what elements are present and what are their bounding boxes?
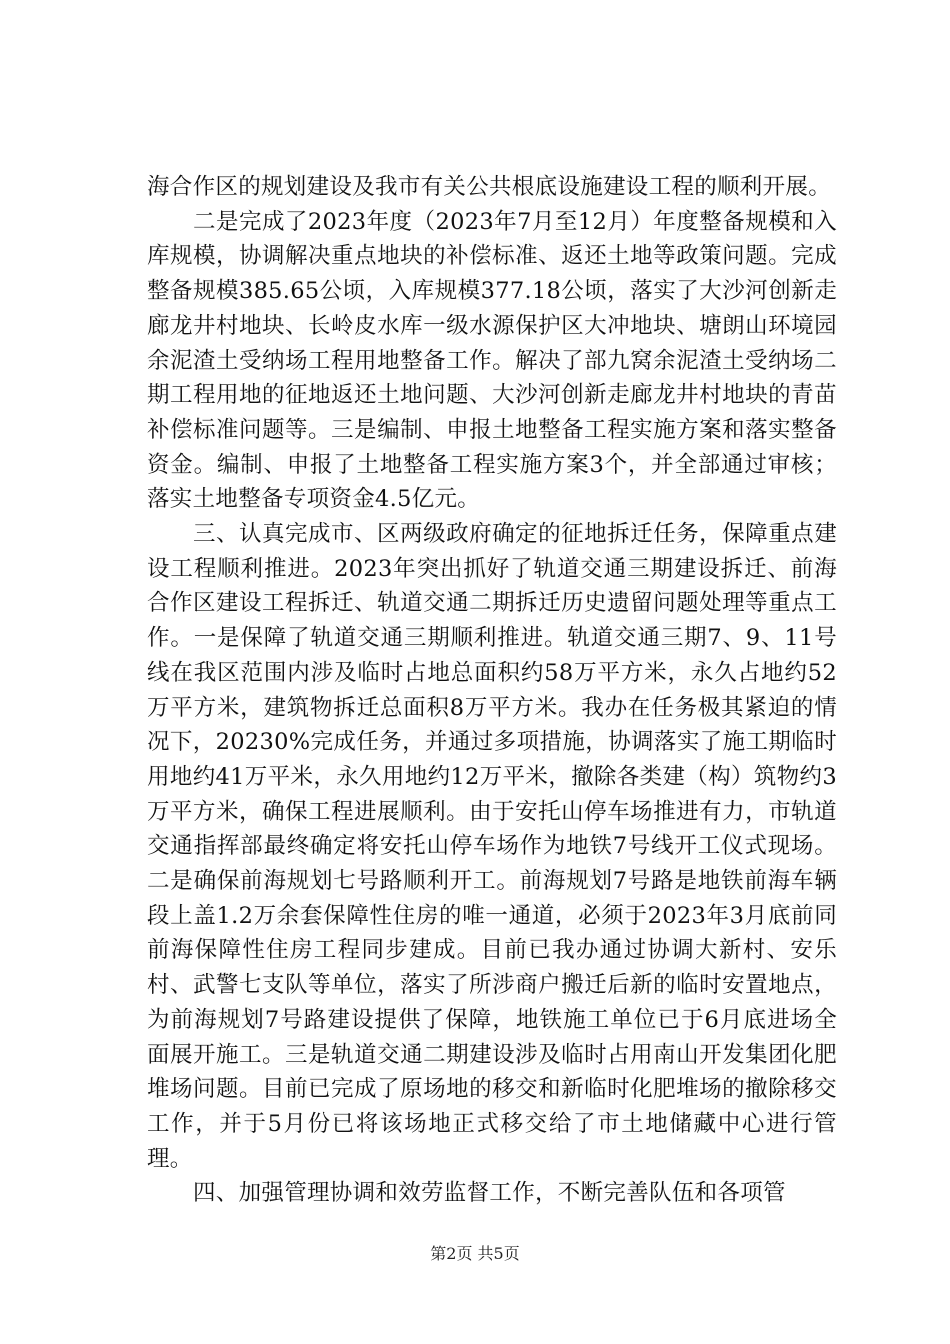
paragraph-continuation: 海合作区的规划建设及我市有关公共根底设施建设工程的顺利开展。 <box>147 174 832 200</box>
paragraph-demolition-tasks: 三、认真完成市、区两级政府确定的征地拆迁任务，保障重点建设工程顺利推进。2023年突出抓好了轨道交通三期建设拆迁、前海合作区建设工程拆迁、轨道交通二期拆迁历史遗留问题处理等重点工作。一是保障了轨道交通三期顺利推进。轨道交通三期7、9、11号线在我区范围内涉及临时占地总面积约58万平方米，永久占地约52万平方米，建筑物拆迁总面积8万平方米。我办在任务极其紧迫的情况下，20230%完成任务，并通过多项措施，协调落实了施工期临时用地约41万平米，永久用地约12万平米，撤除各类建（构）筑物约3万平方米，确保工程进展顺利。由于安托山停车场推进有力，市轨道交通指挥部最终确定将安托山停车场作为地铁7号线开工仪式现场。二是确保前海规划七号路顺利开工。前海规划7号路是地铁前海车辆段上盖1.2万余套保障性住房的唯一通道，必须于2023年3月底前同前海保障性住房工程同步建成。目前已我办通过协调大新村、安乐村、武警七支队等单位，落实了所涉商户搬迁后新的临时安置地点，为前海规划7号路建设提供了保障，地铁施工单位已于6月底进场全面展开施工。三是轨道交通二期建设涉及临时占用南山开发集团化肥堆场问题。目前已完成了原场地的移交和新临时化肥堆场的撤除移交工作，并于5月份已将该场地正式移交给了市土地储藏中心进行管理。 <box>147 521 837 1172</box>
page-number-footer: 第2页 共5页 <box>430 1244 520 1263</box>
body-text <box>147 170 837 1211</box>
paragraph-management: 四、加强管理协调和效劳监督工作，不断完善队伍和各项管 <box>193 1180 786 1207</box>
paragraph-land-consolidation: 二是完成了2023年度（2023年7月至12月）年度整备规模和入库规模，协调解决重点地块的补偿标准、返还土地等政策问题。完成整备规模385.65公顷，入库规模377.18公顷，落实了大沙河创新走廊龙井村地块、长岭皮水库一级水源保护区大冲地块、塘朗山环境园余泥渣土受纳场工程用地整备工作。解决了部九窝余泥渣土受纳场二期工程用地的征地返还土地问题、大沙河创新走廊龙井村地块的青苗补偿标准问题等。三是编制、申报土地整备工程实施方案和落实整备资金。编制、申报了土地整备工程实施方案3个，并全部通过审核；落实土地整备专项资金4.5亿元。 <box>147 208 837 513</box>
